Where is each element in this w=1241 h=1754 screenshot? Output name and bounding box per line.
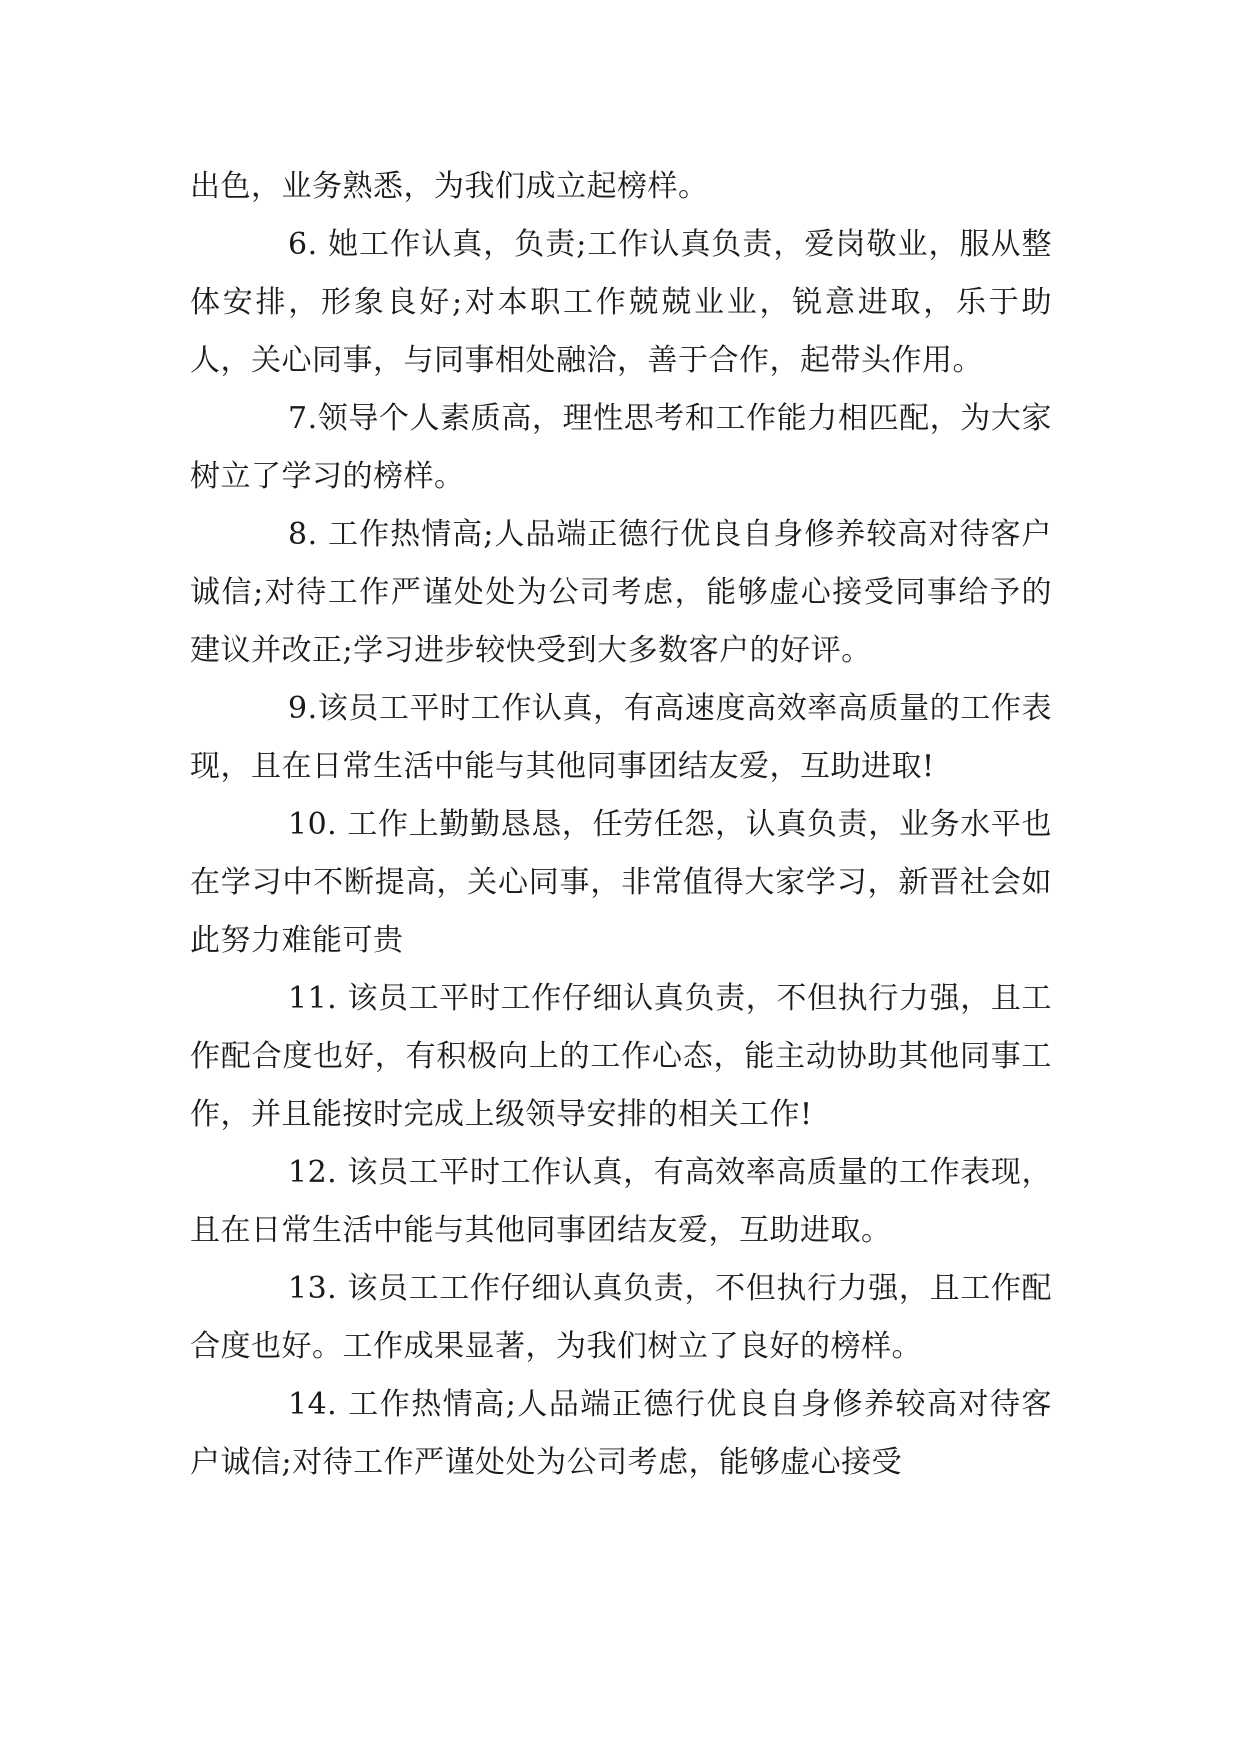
paragraph-item-13: 13. 该员工工作仔细认真负责，不但执行力强，且工作配合度也好。工作成果显著，为我们树立了良好的榜样。: [190, 1271, 1052, 1364]
paragraph-continuation: 出色，业务熟悉，为我们成立起榜样。: [190, 169, 709, 204]
paragraph-item-10: 10. 工作上勤勤恳恳，任劳任怨，认真负责，业务水平也在学习中不断提高，关心同事，非常值得大家学习，新晋社会如此努力难能可贵: [190, 807, 1052, 958]
paragraph-item-12: 12. 该员工平时工作认真，有高效率高质量的工作表现，且在日常生活中能与其他同事团结友爱，互助进取。: [190, 1155, 1052, 1248]
document-body: [190, 158, 1052, 1492]
paragraph-item-9: 9.该员工平时工作认真，有高速度高效率高质量的工作表现，且在日常生活中能与其他同事团结友爱，互助进取!: [190, 691, 1052, 784]
paragraph-item-8: 8. 工作热情高;人品端正德行优良自身修养较高对待客户诚信;对待工作严谨处处为公司考虑，能够虚心接受同事给予的建议并改正;学习进步较快受到大多数客户的好评。: [190, 517, 1052, 668]
paragraph-item-7: 7.领导个人素质高，理性思考和工作能力相匹配，为大家树立了学习的榜样。: [190, 401, 1052, 494]
paragraph-item-6: 6. 她工作认真，负责;工作认真负责，爱岗敬业，服从整体安排，形象良好;对本职工作兢兢业业，锐意进取，乐于助人，关心同事，与同事相处融洽，善于合作，起带头作用。: [190, 227, 1052, 378]
paragraph-item-14: 14. 工作热情高;人品端正德行优良自身修养较高对待客户诚信;对待工作严谨处处为公司考虑，能够虚心接受: [190, 1387, 1052, 1480]
paragraph-item-11: 11. 该员工平时工作仔细认真负责，不但执行力强，且工作配合度也好，有积极向上的工作心态，能主动协助其他同事工作，并且能按时完成上级领导安排的相关工作!: [190, 981, 1052, 1132]
